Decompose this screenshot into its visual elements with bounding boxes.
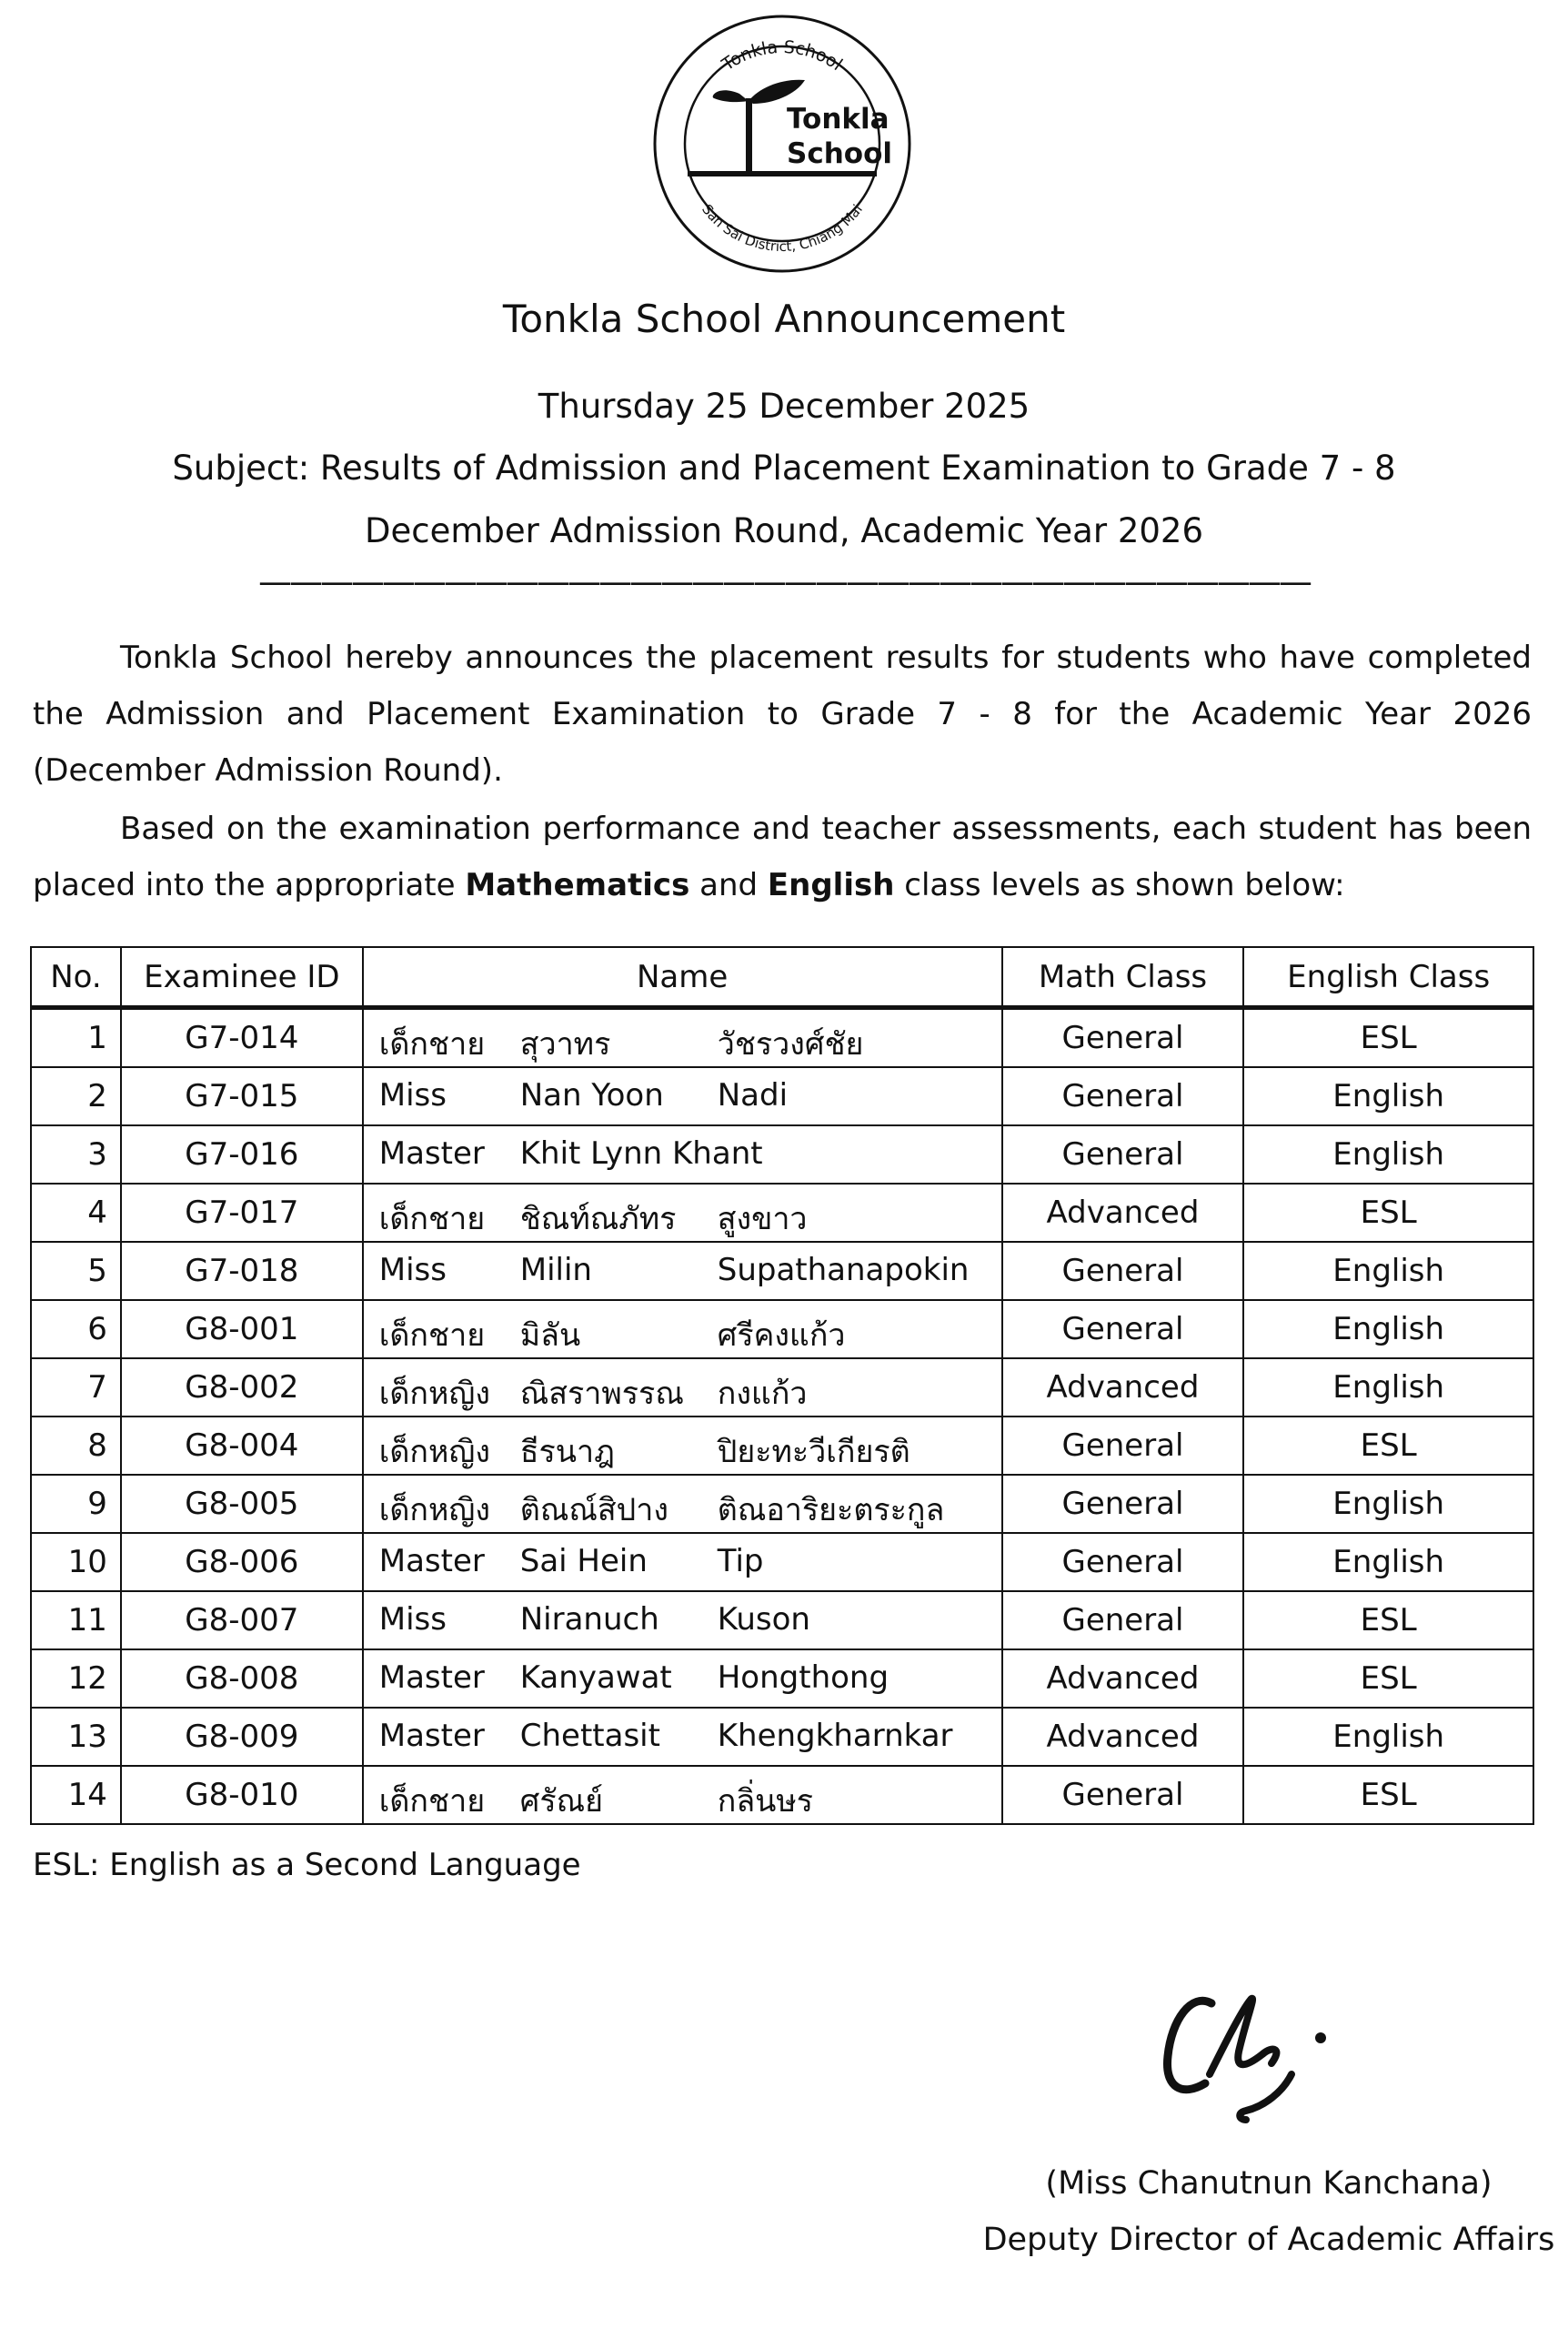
table-row [31,1649,1533,1708]
signer-role: Deputy Director of Academic Affairs [982,2222,1555,2258]
row-number: 6 [31,1300,121,1358]
student-name [363,1417,1002,1475]
first-name: Chettasit [519,1718,660,1754]
math-class: General [1002,1533,1244,1591]
name-title: เด็กชาย [378,1783,486,1820]
para2-text-mid: and [689,867,768,903]
row-number: 9 [31,1475,121,1533]
row-number: 2 [31,1067,121,1125]
row-number: 7 [31,1358,121,1417]
header-examinee-id: Examinee ID [121,947,363,1008]
student-name [363,1242,1002,1300]
first-name: ติณณ์สิปาง [519,1492,668,1528]
english-class: English [1243,1475,1533,1533]
last-name: กลิ่นษร [717,1783,814,1820]
name-title: Master [378,1543,485,1579]
mathematics-emphasis: Mathematics [465,867,690,903]
divider: —————————————————————————————————— [258,562,1310,601]
english-class: ESL [1243,1184,1533,1242]
math-class: Advanced [1002,1184,1244,1242]
table-row [31,1708,1533,1766]
student-name [363,1708,1002,1766]
first-name: Niranuch [519,1601,659,1638]
announcement-subject: Subject: Results of Admission and Placement Examination to Grade 7 - 8 [172,449,1396,488]
english-class: English [1243,1358,1533,1417]
english-class: ESL [1243,1008,1533,1068]
school-logo [646,7,919,280]
row-number: 3 [31,1125,121,1184]
first-name: Khit Lynn Khant [519,1135,763,1172]
math-class: General [1002,1125,1244,1184]
name-title: Master [378,1135,485,1172]
math-class: General [1002,1067,1244,1125]
examinee-id: G7-015 [121,1067,363,1125]
examinee-id: G7-017 [121,1184,363,1242]
student-name [363,1300,1002,1358]
last-name: Hongthong [717,1659,890,1696]
math-class: Advanced [1002,1708,1244,1766]
logo-name-line2: School [787,137,892,170]
examinee-id: G8-006 [121,1533,363,1591]
examinee-id: G7-018 [121,1242,363,1300]
student-name [363,1067,1002,1125]
name-title: เด็กหญิง [378,1434,491,1470]
row-number: 10 [31,1533,121,1591]
first-name: Milin [519,1252,592,1288]
english-class: English [1243,1242,1533,1300]
first-name: ธีรนาฎ [519,1434,615,1470]
name-title: Master [378,1659,485,1696]
english-class: ESL [1243,1766,1533,1824]
logo-ring-bottom-text: San Sai District, Chiang Mai [699,201,866,256]
admission-round: December Admission Round, Academic Year 2026 [365,511,1203,550]
english-class: ESL [1243,1591,1533,1649]
row-number: 11 [31,1591,121,1649]
announcement-title: Tonkla School Announcement [502,297,1066,341]
results-table [30,946,1534,1825]
row-number: 14 [31,1766,121,1824]
english-class: English [1243,1067,1533,1125]
name-title: เด็กชาย [378,1026,486,1063]
para2-text-start: Based on the examination performance and teacher assessments, each student has been placed into the appropriate [33,811,1532,903]
english-class: English [1243,1533,1533,1591]
student-name [363,1008,1002,1068]
last-name: วัชรวงศ์ชัย [717,1026,864,1063]
name-title: เด็กชาย [378,1201,486,1237]
examinee-id: G8-001 [121,1300,363,1358]
logo-name-line1: Tonkla [787,103,890,136]
table-row [31,1184,1533,1242]
name-title: Miss [378,1252,447,1288]
student-name [363,1125,1002,1184]
math-class: Advanced [1002,1358,1244,1417]
examinee-id: G8-010 [121,1766,363,1824]
last-name: ติณอาริยะตระกูล [717,1492,945,1528]
examinee-id: G8-009 [121,1708,363,1766]
first-name: ณิสราพรรณ [519,1376,684,1412]
math-class: General [1002,1417,1244,1475]
first-name: Sai Hein [519,1543,648,1579]
last-name: สูงขาว [717,1201,808,1237]
table-row [31,1358,1533,1417]
math-class: General [1002,1300,1244,1358]
header-math-class: Math Class [1002,947,1244,1008]
table-header-row [31,947,1533,1008]
name-title: เด็กหญิง [378,1376,491,1412]
name-title: Miss [378,1601,447,1638]
student-name [363,1533,1002,1591]
english-class: English [1243,1708,1533,1766]
results-table-body [31,1008,1533,1825]
math-class: General [1002,1242,1244,1300]
examinee-id: G8-008 [121,1649,363,1708]
table-row [31,1417,1533,1475]
examinee-id: G7-014 [121,1008,363,1068]
signature-icon [1155,1983,1392,2138]
math-class: General [1002,1766,1244,1824]
intro-paragraph: Tonkla School hereby announces the placement results for students who have completed the Admission and Placement Examination to Grade 7 - 8 for the Academic Year 2026 (December Admission Round). [33,640,1532,789]
last-name: Supathanapokin [717,1252,970,1288]
table-row [31,1125,1533,1184]
english-class: ESL [1243,1649,1533,1708]
table-row [31,1067,1533,1125]
header-name: Name [363,947,1002,1008]
table-row [31,1766,1533,1824]
name-title: Miss [378,1077,447,1114]
first-name: Nan Yoon [519,1077,664,1114]
header-no: No. [31,947,121,1008]
first-name: Kanyawat [519,1659,672,1696]
english-class: English [1243,1125,1533,1184]
english-class: ESL [1243,1417,1533,1475]
examinee-id: G8-007 [121,1591,363,1649]
last-name: กงแก้ว [717,1376,808,1412]
math-class: General [1002,1008,1244,1068]
table-row [31,1591,1533,1649]
last-name: Tip [717,1543,764,1579]
announcement-date: Thursday 25 December 2025 [538,387,1030,426]
student-name [363,1184,1002,1242]
header-english-class: English Class [1243,947,1533,1008]
row-number: 4 [31,1184,121,1242]
first-name: ชิณท์ณภัทร [519,1201,677,1237]
examinee-id: G7-016 [121,1125,363,1184]
last-name: Kuson [717,1601,810,1638]
student-name [363,1591,1002,1649]
english-emphasis: English [767,867,895,903]
table-row [31,1475,1533,1533]
row-number: 5 [31,1242,121,1300]
table-row [31,1008,1533,1068]
row-number: 8 [31,1417,121,1475]
signer-name: (Miss Chanutnun Kanchana) [1045,2165,1493,2202]
math-class: General [1002,1475,1244,1533]
last-name: Nadi [717,1077,789,1114]
last-name: ศรีคงแก้ว [717,1317,846,1354]
last-name: Khengkharnkar [717,1718,953,1754]
row-number: 12 [31,1649,121,1708]
student-name [363,1475,1002,1533]
math-class: Advanced [1002,1649,1244,1708]
logo-ring-top-text: Tonkla School [719,36,847,76]
name-title: เด็กชาย [378,1317,486,1354]
student-name [363,1358,1002,1417]
first-name: มิลัน [519,1317,581,1354]
esl-footnote: ESL: English as a Second Language [33,1847,581,1883]
examinee-id: G8-005 [121,1475,363,1533]
row-number: 1 [31,1008,121,1068]
table-row [31,1533,1533,1591]
row-number: 13 [31,1708,121,1766]
first-name: ศรัณย์ [519,1783,604,1820]
table-row [31,1300,1533,1358]
name-title: เด็กหญิง [378,1492,491,1528]
student-name [363,1649,1002,1708]
placement-paragraph [33,801,1532,913]
english-class: English [1243,1300,1533,1358]
para2-text-end: class levels as shown below: [894,867,1345,903]
last-name: ปิยะทะวีเกียรติ [717,1434,910,1470]
examinee-id: G8-004 [121,1417,363,1475]
examinee-id: G8-002 [121,1358,363,1417]
first-name: สุวาทร [519,1026,611,1063]
name-title: Master [378,1718,485,1754]
student-name [363,1766,1002,1824]
math-class: General [1002,1591,1244,1649]
table-row [31,1242,1533,1300]
